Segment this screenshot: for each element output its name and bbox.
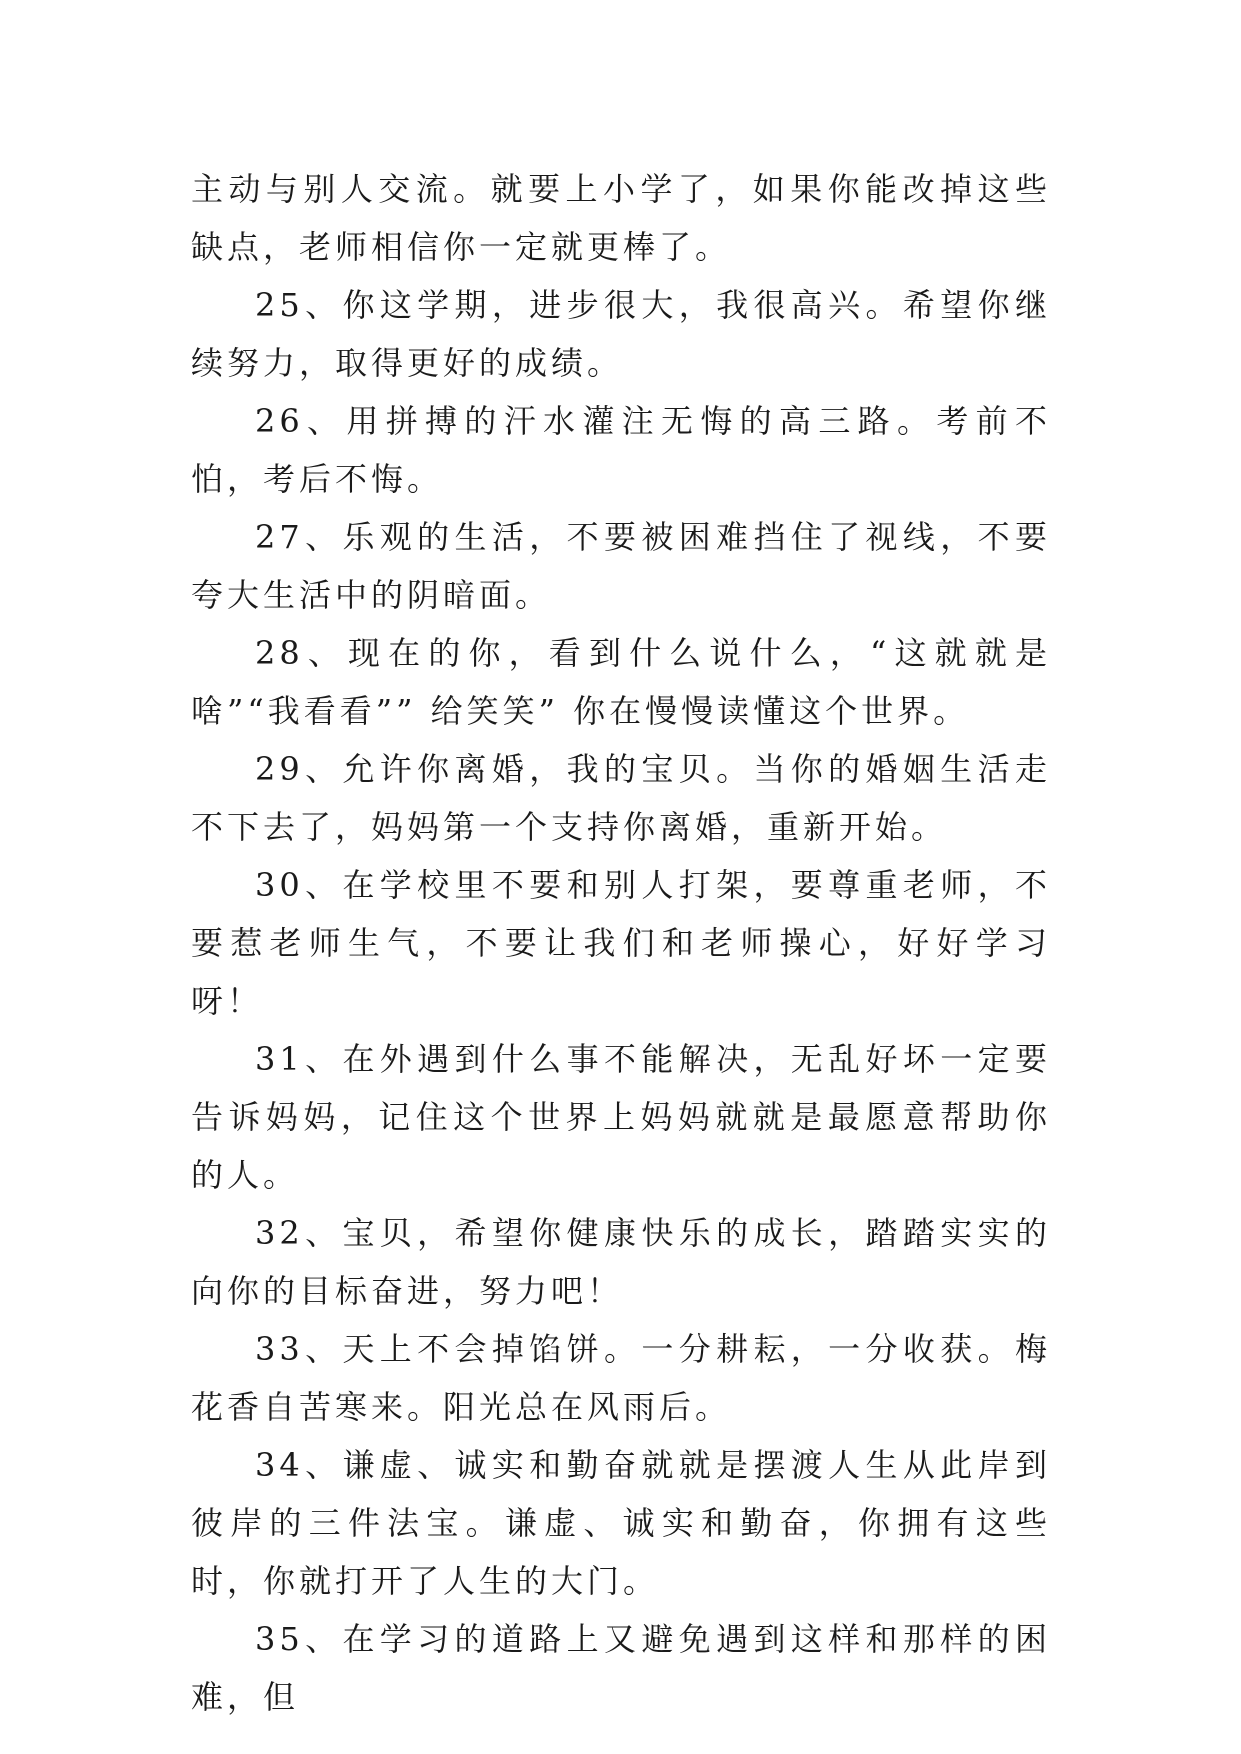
paragraph-item-27: 27、乐观的生活，不要被困难挡住了视线，不要夸大生活中的阴暗面。: [191, 518, 1051, 614]
paragraph-item-30: 30、在学校里不要和别人打架，要尊重老师，不要惹老师生气，不要让我们和老师操心，好好学习呀！: [191, 866, 1051, 1020]
paragraph-item-25: 25、你这学期，进步很大，我很高兴。希望你继续努力，取得更好的成绩。: [191, 286, 1051, 382]
paragraph-item-33: 33、天上不会掉馅饼。一分耕耘，一分收获。梅花香自苦寒来。阳光总在风雨后。: [191, 1330, 1051, 1426]
paragraph-item-35: 35、在学习的道路上又避免遇到这样和那样的困难，但: [191, 1620, 1051, 1716]
paragraph-item-31: 31、在外遇到什么事不能解决，无乱好坏一定要告诉妈妈，记住这个世界上妈妈就就是最愿意帮助你的人。: [191, 1040, 1051, 1194]
paragraph-continuation: 主动与别人交流。就要上小学了，如果你能改掉这些缺点，老师相信你一定就更棒了。: [191, 170, 1051, 266]
document-body: [191, 160, 1051, 1726]
paragraph-item-29: 29、允许你离婚，我的宝贝。当你的婚姻生活走不下去了，妈妈第一个支持你离婚，重新开始。: [191, 750, 1051, 846]
paragraph-item-28: 28、现在的你，看到什么说什么，“这就就是啥”“我看看”” 给笑笑” 你在慢慢读懂这个世界。: [191, 634, 1051, 730]
paragraph-item-34: 34、谦虚、诚实和勤奋就就是摆渡人生从此岸到彼岸的三件法宝。谦虚、诚实和勤奋，你拥有这些时，你就打开了人生的大门。: [191, 1446, 1051, 1600]
paragraph-item-32: 32、宝贝，希望你健康快乐的成长，踏踏实实的向你的目标奋进，努力吧！: [191, 1214, 1051, 1310]
paragraph-item-26: 26、用拼搏的汗水灌注无悔的高三路。考前不怕，考后不悔。: [191, 402, 1051, 498]
